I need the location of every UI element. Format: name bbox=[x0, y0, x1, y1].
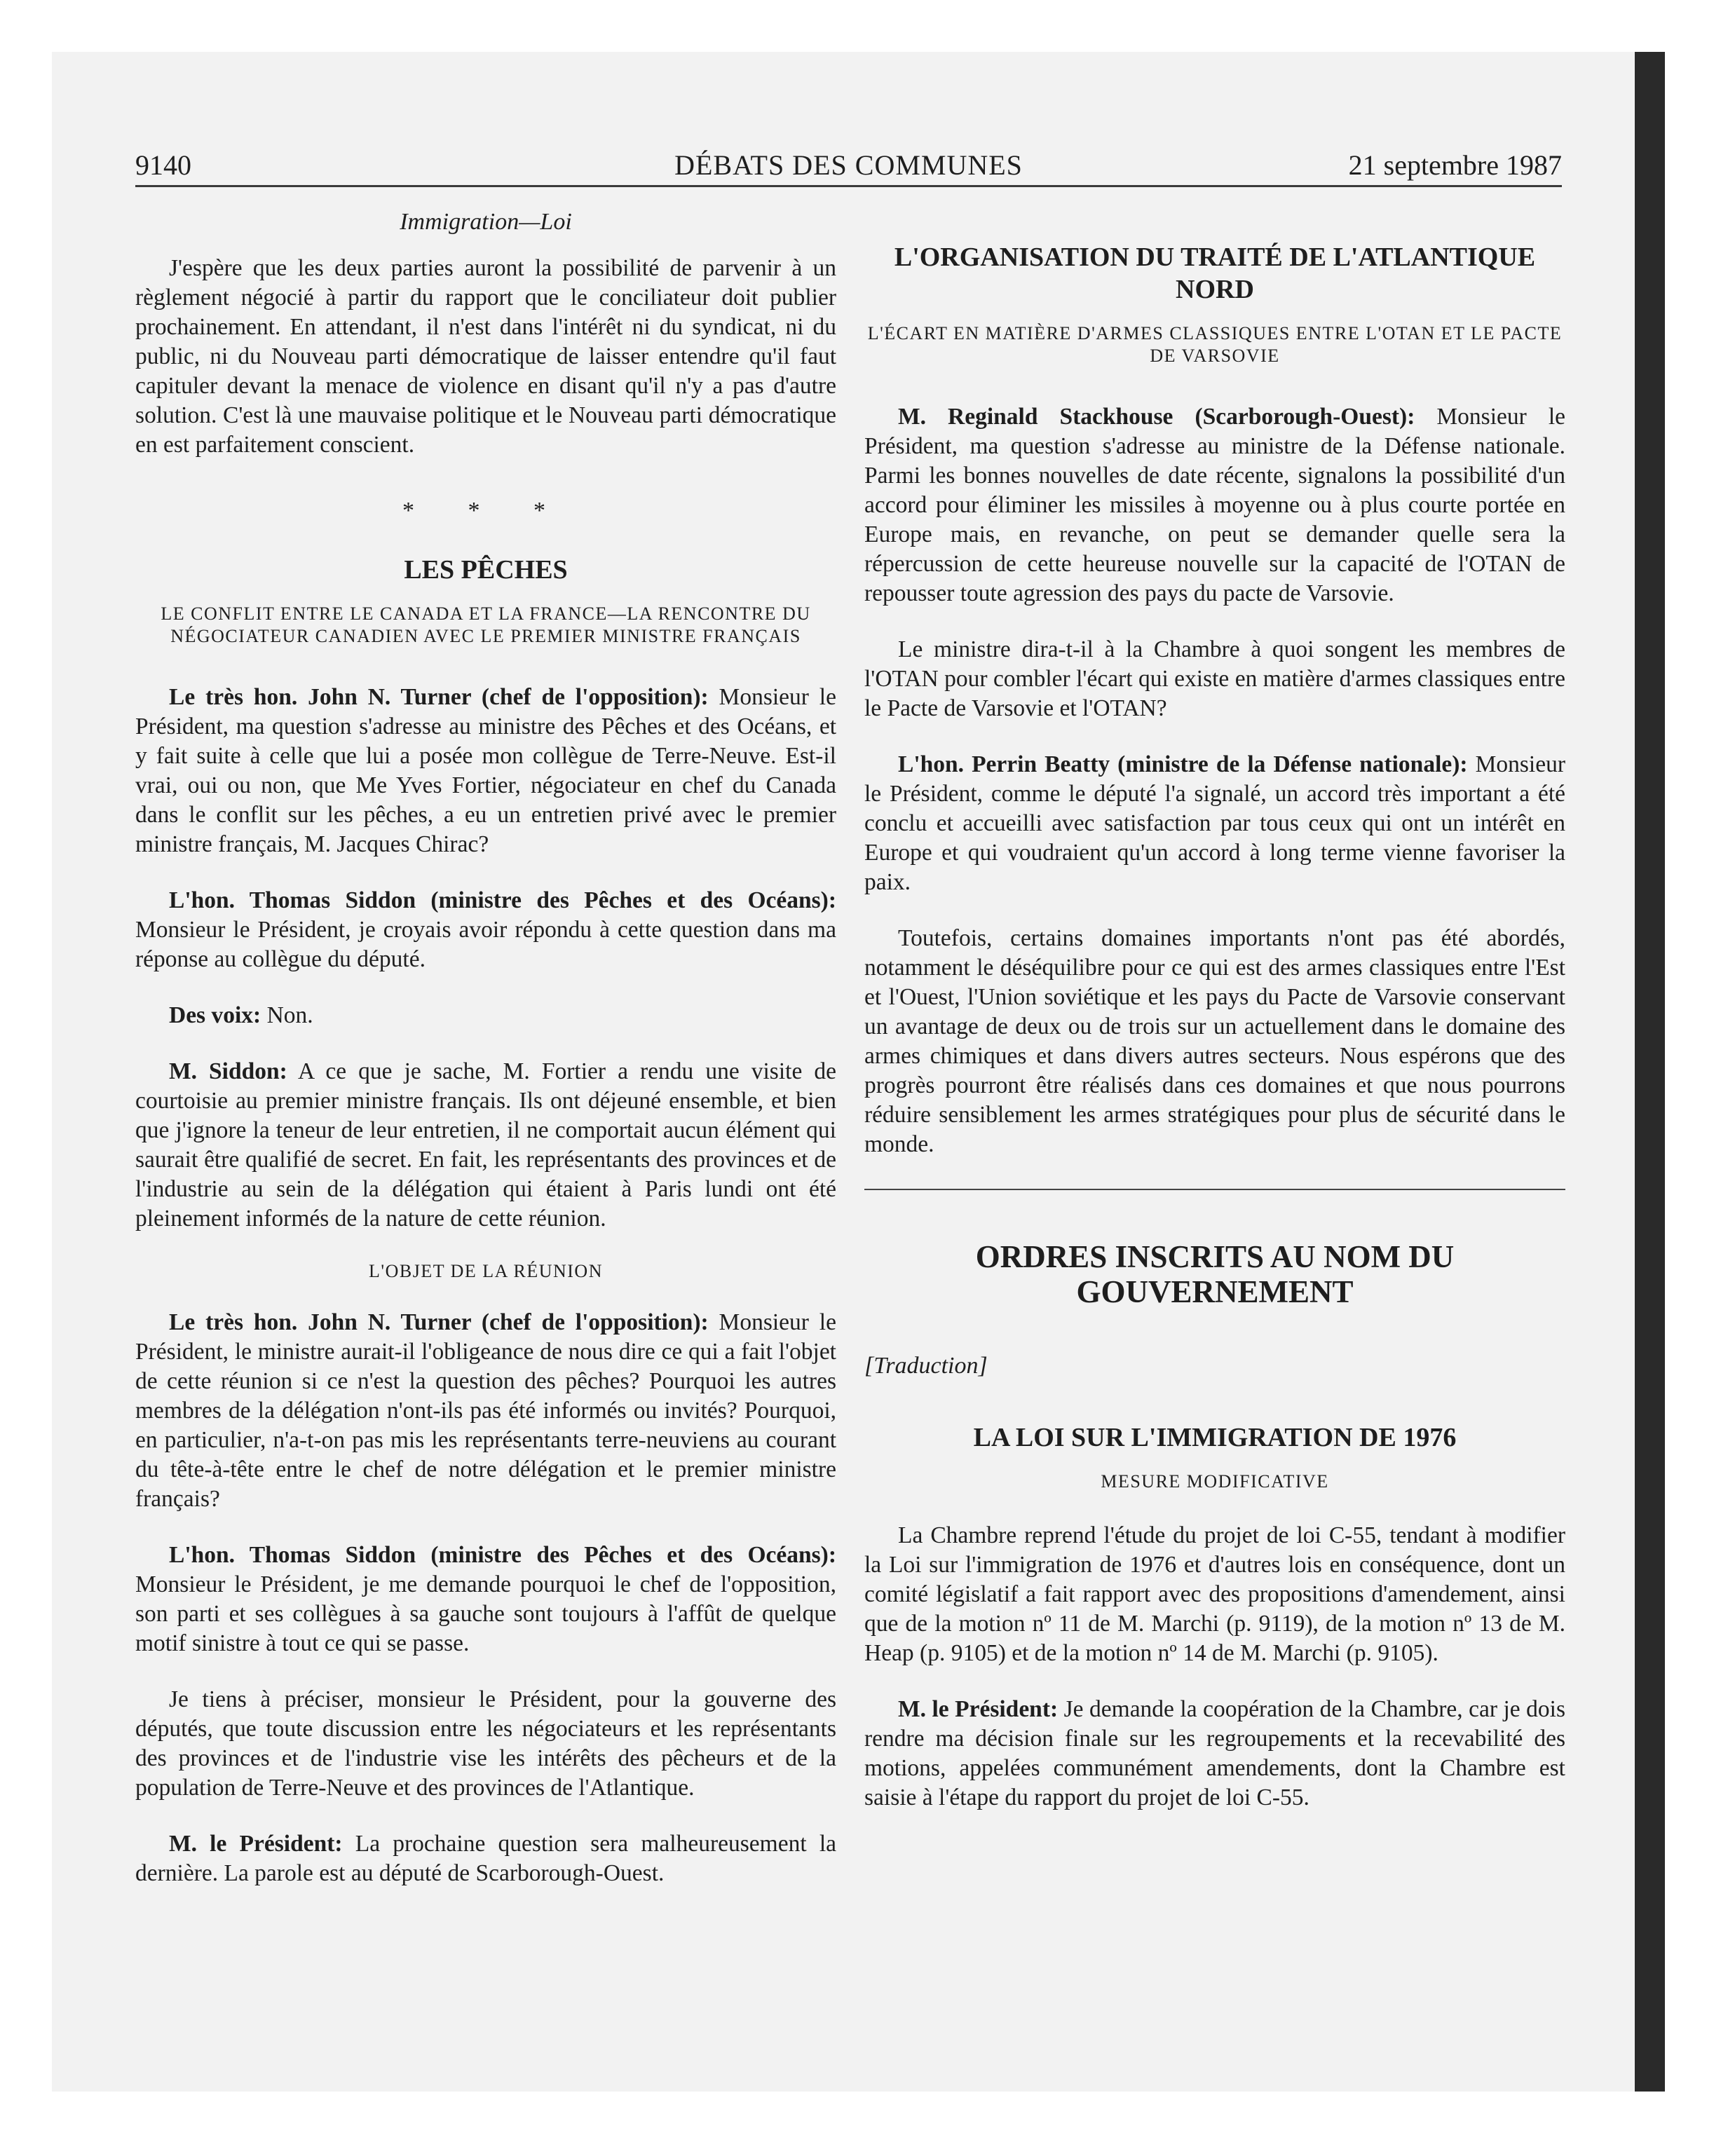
section-subheading: L'OBJET DE LA RÉUNION bbox=[369, 1261, 603, 1281]
speech bbox=[135, 1001, 836, 1030]
speech bbox=[135, 886, 836, 974]
header-rule bbox=[135, 185, 1562, 187]
speech bbox=[135, 1829, 836, 1888]
speech bbox=[864, 750, 1565, 897]
page-number: 9140 bbox=[135, 149, 191, 181]
speaker-name: M. Siddon: bbox=[169, 1058, 287, 1084]
section-heading: LA LOI SUR L'IMMIGRATION DE 1976 bbox=[973, 1423, 1457, 1452]
speech-text: Monsieur le Président, je me demande pourquoi le chef de l'opposition, son parti et ses collègues à sa gauche sont toujours à l'affût de quelque motif sinistre à tout ce qui se passe. bbox=[135, 1571, 836, 1656]
speech-text: Monsieur le Président, comme le député l'a signalé, un accord très important a été conclu et accueilli avec satisfaction par tous ceux qui ont un intérêt en Europe et qui voudraient qu'un accord à long terme vienne favoriser la paix. bbox=[864, 751, 1565, 895]
speech bbox=[135, 683, 836, 859]
left-column bbox=[135, 207, 836, 1915]
section-subheading: L'ÉCART EN MATIÈRE D'ARMES CLASSIQUES ENTRE L'OTAN ET LE PACTE DE VARSOVIE bbox=[867, 323, 1563, 366]
section-rule bbox=[864, 1189, 1565, 1190]
paragraph: Le ministre dira-t-il à la Chambre à quoi songent les membres de l'OTAN pour combler l'écart qui existe en matière d'armes classiques entre le Pacte de Varsovie et l'OTAN? bbox=[864, 636, 1565, 721]
right-column bbox=[864, 241, 1565, 1839]
speech bbox=[135, 1541, 836, 1658]
speaker-name: M. le Président: bbox=[169, 1831, 343, 1857]
paragraph: Toutefois, certains domaines importants n'ont pas été abordés, notamment le déséquilibre pour ce qui est des armes classiques entre l'Est et l'Ouest, l'Union soviétique et les pays du Pacte de Varsovie conservant un avantage de deux ou de trois sur un actuellement dans le domaine des armes chimiques et dans divers autres secteurs. Nous espérons que des progrès pourront être réalisés dans ces domaines et que nous pourrons réduire sensiblement les armes stratégiques pour plus de sécurité dans le monde. bbox=[864, 925, 1565, 1157]
speech-text: Monsieur le Président, je croyais avoir répondu à cette question dans ma réponse au collègue du député. bbox=[135, 917, 836, 972]
speech-text: A ce que je sache, M. Fortier a rendu une visite de courtoisie au premier ministre français. Ils ont déjeuné ensemble, et bien que j'ignore la teneur de leur entretien, il ne comportait aucun élément qui saurait être qualifié de secret. En fait, les représentants des provinces et de l'industrie au sein de la délégation qui étaient à Paris lundi ont été pleinement informés de la nature de cette réunion. bbox=[135, 1058, 836, 1231]
speaker-name: Des voix: bbox=[169, 1002, 261, 1028]
running-head: Immigration—Loi bbox=[400, 209, 572, 235]
paragraph: La Chambre reprend l'étude du projet de loi C-55, tendant à modifier la Loi sur l'immigration de 1976 et d'autres lois en conséquence, dont un comité législatif a fait rapport avec des propositions d'amendement, ainsi que de la motion nº 11 de M. Marchi (p. 9119), de la motion nº 13 de M. Heap (p. 9105) et de la motion nº 14 de M. Marchi (p. 9105). bbox=[864, 1522, 1565, 1666]
speech-text: Monsieur le Président, ma question s'adresse au ministre des Pêches et des Océans, et y fait suite à celle que lui a posée mon collègue de Terre-Neuve. Est-il vrai, oui ou non, que Me Yves Fortier, négociateur en chef du Canada dans le conflit sur les pêches, a eu un entretien privé avec le premier ministre français, M. Jacques Chirac? bbox=[135, 684, 836, 857]
paragraph: Je tiens à préciser, monsieur le Président, pour la gouverne des députés, que toute discussion entre les négociateurs et les représentants des provinces et de l'industrie vise les intérêts des pêcheurs et de la population de Terre-Neuve et des provinces de l'Atlantique. bbox=[135, 1686, 836, 1801]
speaker-name: L'hon. Perrin Beatty (ministre de la Défense nationale): bbox=[898, 751, 1468, 777]
publication-title: DÉBATS DES COMMUNES bbox=[674, 149, 1023, 181]
page-header bbox=[135, 149, 1562, 182]
section-separator-stars: * * * bbox=[402, 498, 569, 524]
section-subheading: LE CONFLIT ENTRE LE CANADA ET LA FRANCE—LA RENCONTRE DU NÉGOCIATEUR CANADIEN AVEC LE PREMIER MINISTRE FRANÇAIS bbox=[161, 603, 811, 646]
translation-note: [Traduction] bbox=[864, 1353, 988, 1379]
section-heading: LES PÊCHES bbox=[404, 555, 568, 585]
speech bbox=[135, 1057, 836, 1234]
speaker-name: M. Reginald Stackhouse (Scarborough-Ouest): bbox=[898, 404, 1415, 430]
scan-binding-edge bbox=[1635, 52, 1665, 2092]
speech bbox=[864, 402, 1565, 608]
speech-text: Je demande la coopération de la Chambre, car je dois rendre ma décision finale sur les regroupements et la recevabilité des motions, appelées communément amendements, dont la Chambre est saisie à l'étape du rapport du projet de loi C-55. bbox=[864, 1696, 1565, 1810]
speech-text: Non. bbox=[266, 1002, 313, 1028]
section-heading: ORDRES INSCRITS AU NOM DU GOUVERNEMENT bbox=[975, 1239, 1455, 1309]
speech-text: La prochaine question sera malheureusement la dernière. La parole est au député de Scarborough-Ouest. bbox=[135, 1831, 837, 1886]
speaker-name: L'hon. Thomas Siddon (ministre des Pêches et des Océans): bbox=[169, 1542, 836, 1568]
speaker-name: M. le Président: bbox=[898, 1696, 1059, 1722]
section-subheading: MESURE MODIFICATIVE bbox=[1101, 1471, 1329, 1492]
speaker-name: Le très hon. John N. Turner (chef de l'opposition): bbox=[169, 684, 709, 710]
speech-text: Monsieur le Président, le ministre aurait-il l'obligeance de nous dire ce qui a fait l'objet de cette réunion si ce n'est la question des pêches? Pourquoi les autres membres de la délégation n'ont-ils pas été informés ou invités? Pourquoi, en particulier, n'a-t-on pas mis les représentants terre-neuviens au courant du tête-à-tête entre le chef de notre délégation et le premier ministre français? bbox=[135, 1309, 836, 1512]
speaker-name: Le très hon. John N. Turner (chef de l'opposition): bbox=[169, 1309, 709, 1335]
speech bbox=[135, 1308, 836, 1514]
paragraph: J'espère que les deux parties auront la possibilité de parvenir à un règlement négocié à partir du rapport que le conciliateur doit publier prochainement. En attendant, il n'est dans l'intérêt ni du syndicat, ni du public, ni du Nouveau parti démocratique de laisser entendre qu'il faut capituler devant la menace de violence en disant qu'il n'y a pas d'autre solution. C'est là une mauvaise politique et le Nouveau parti démocratique en est parfaitement conscient. bbox=[135, 255, 836, 458]
speaker-name: L'hon. Thomas Siddon (ministre des Pêches et des Océans): bbox=[169, 887, 836, 913]
speech-text: Monsieur le Président, ma question s'adresse au ministre de la Défense nationale. Parmi les bonnes nouvelles de date récente, signalons la possibilité d'un accord pour éliminer les missiles à moyenne ou à plus courte portée en Europe mais, en revanche, on peut se demander quelle sera la répercussion de cette heureuse nouvelle sur la capacité de l'OTAN de repousser toute agression des pays du pacte de Varsovie. bbox=[864, 404, 1565, 606]
publication-date: 21 septembre 1987 bbox=[1348, 149, 1562, 181]
speech bbox=[864, 1695, 1565, 1813]
section-heading: L'ORGANISATION DU TRAITÉ DE L'ATLANTIQUE NORD bbox=[894, 243, 1536, 304]
